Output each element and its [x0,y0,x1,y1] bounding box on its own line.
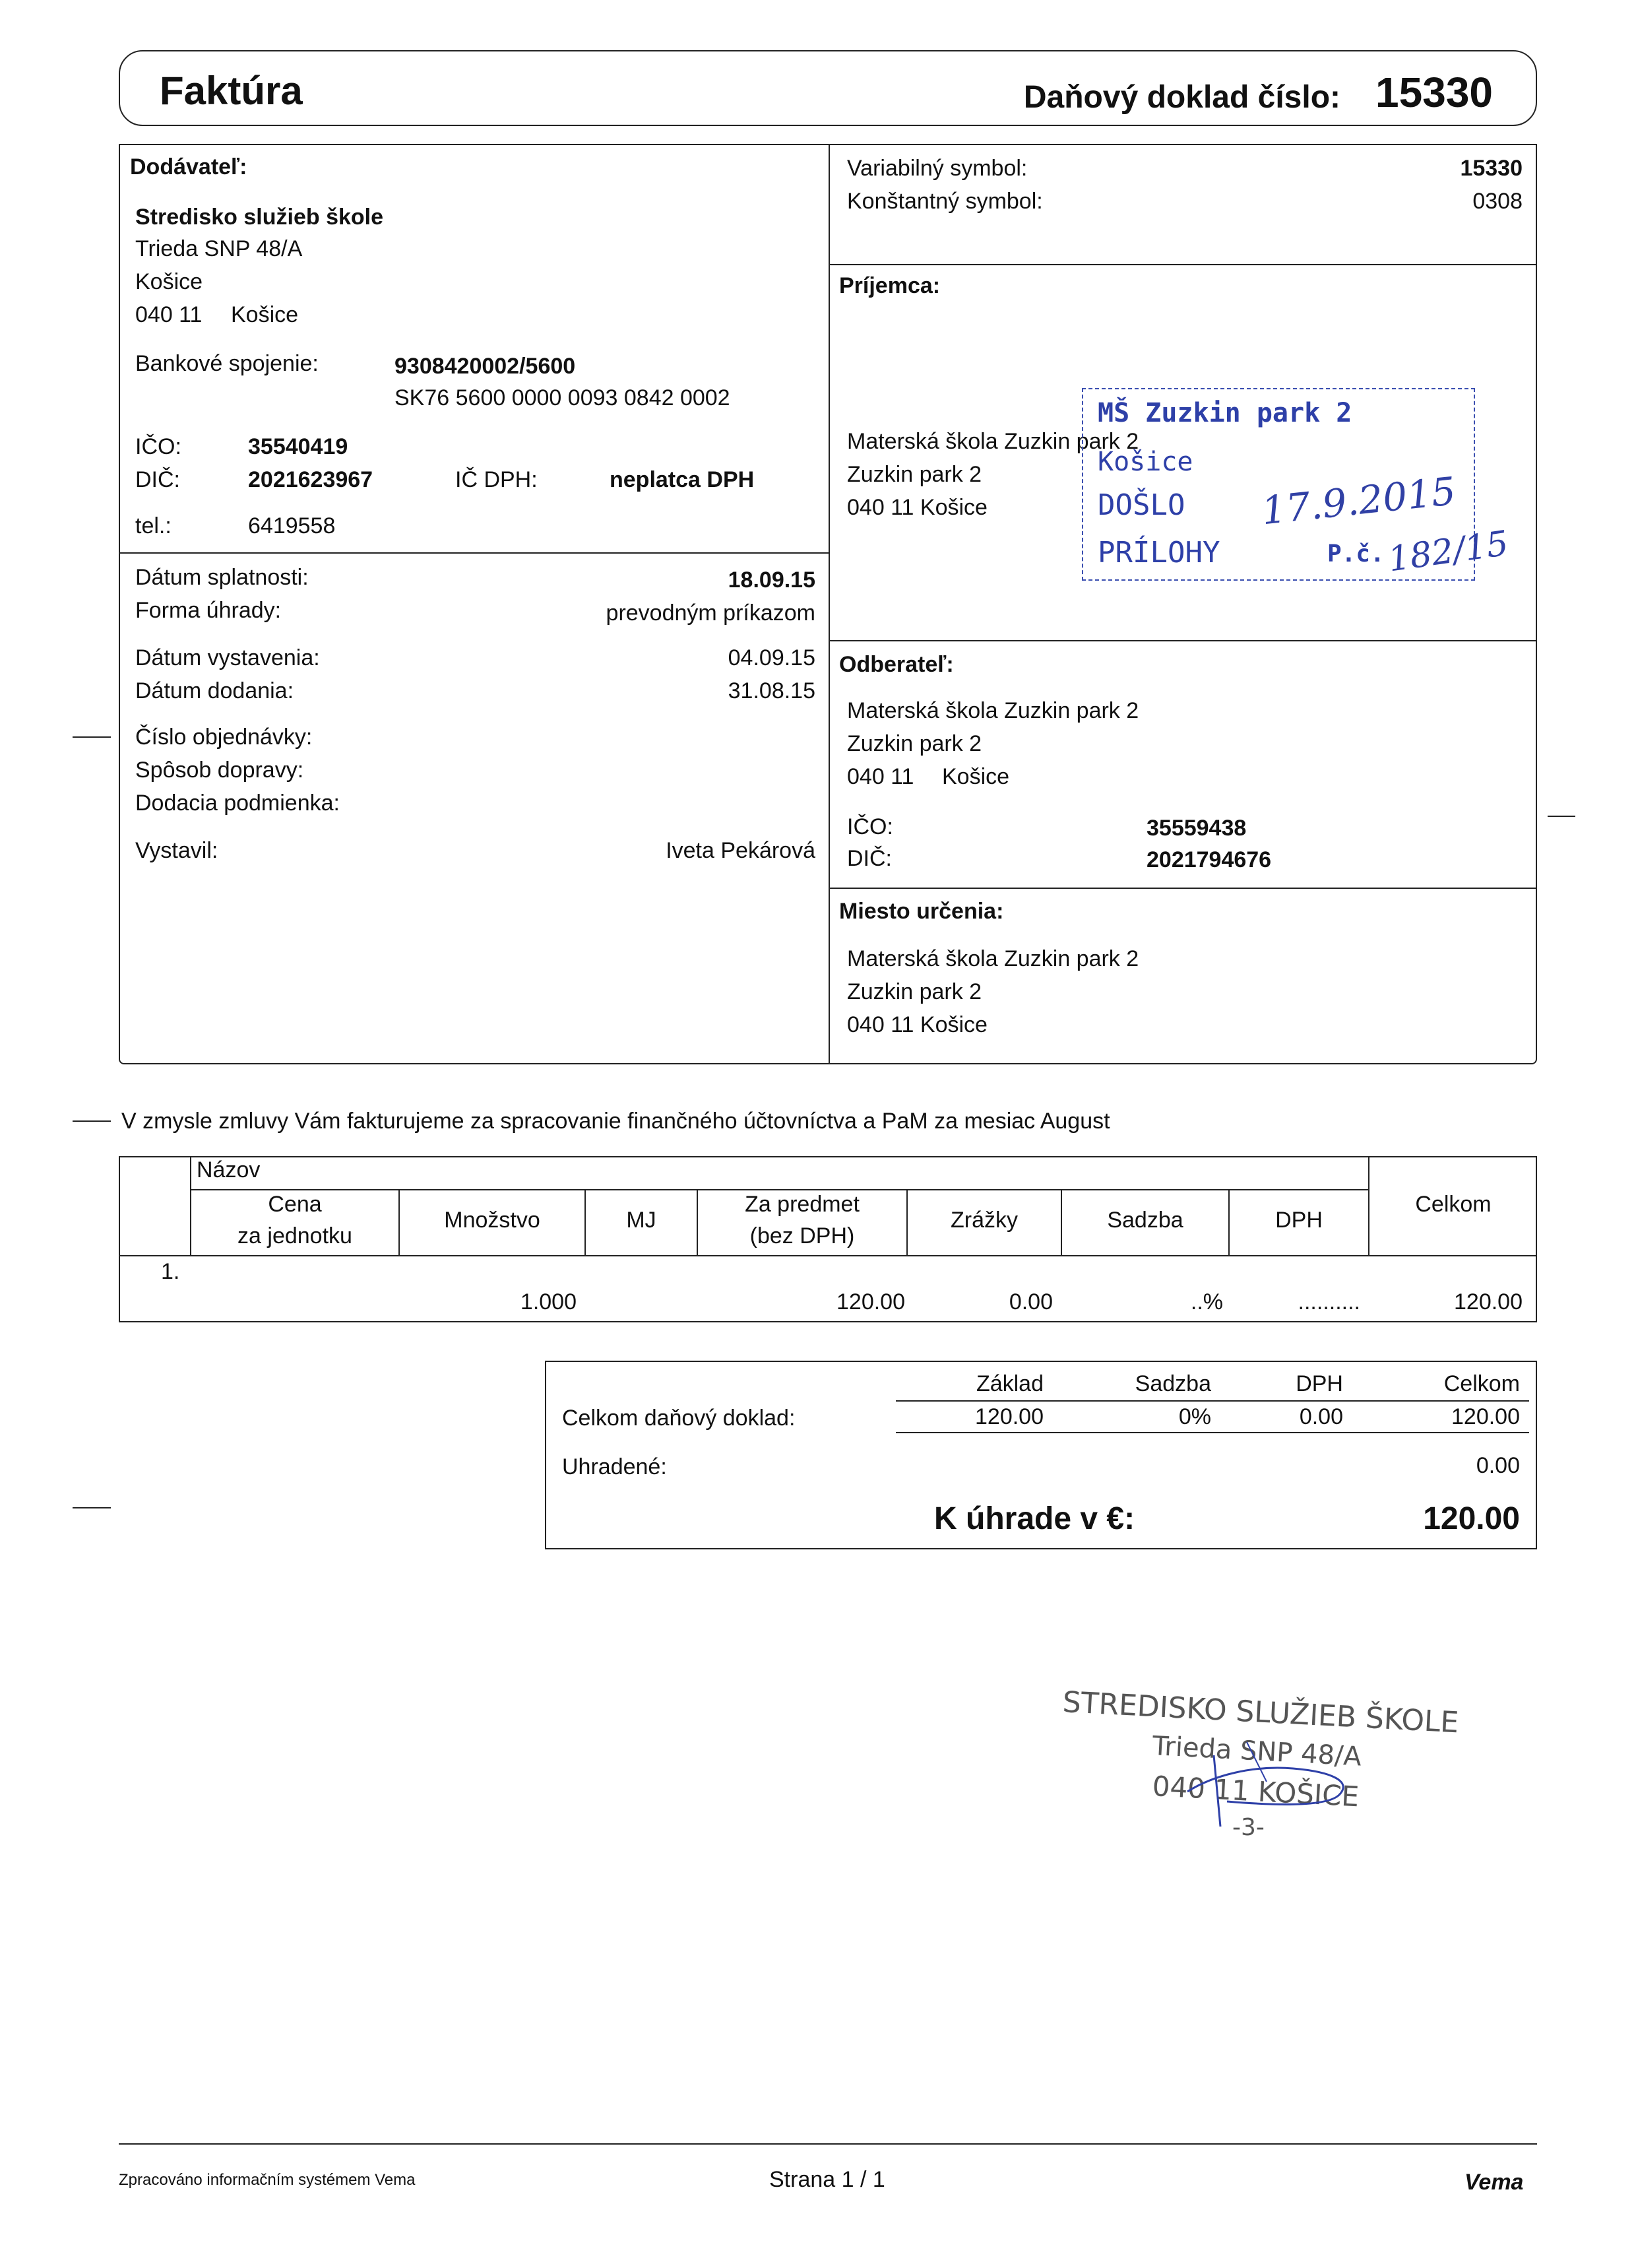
col-unit: MJ [626,1208,656,1233]
summary-head-total: Celkom [1443,1371,1520,1396]
supplier-name: Stredisko služieb škole [135,205,384,230]
variable-symbol-label: Variabilný symbol: [847,156,1028,181]
issue-date-label: Dátum vystavenia: [135,645,320,670]
amount-due-label: K úhrade v €: [934,1501,1135,1536]
amount-due: 120.00 [1423,1501,1520,1536]
variable-symbol: 15330 [1460,156,1523,181]
recipient-line1: Materská škola Zuzkin park 2 [847,429,1139,454]
col-unit-price-line2: za jednotku [237,1223,352,1248]
supplier-zip: 040 11 [135,302,203,327]
doc-number-label: Daňový doklad číslo: [1023,80,1340,115]
margin-mark [73,1120,111,1122]
paid-amount: 0.00 [1476,1453,1520,1478]
row-deductions: 0.00 [1009,1289,1053,1314]
payment-method: prevodným príkazom [606,600,815,626]
paid-label: Uhradené: [562,1454,667,1479]
delivery-date-label: Dátum dodania: [135,678,294,703]
col-vat: DPH [1275,1208,1323,1233]
recipient-line2: Zuzkin park 2 [847,462,982,487]
summary-rate: 0% [1178,1404,1211,1429]
supplier-ico-label: IČO: [135,434,181,459]
row-rate: ..% [1190,1289,1223,1314]
margin-mark [73,736,111,738]
margin-mark [73,1507,111,1508]
company-stamp-line3: 040 11 KOŠICE [1151,1770,1360,1813]
stamp-line4: PRÍLOHY [1098,536,1220,569]
row-total: 120.00 [1454,1289,1523,1314]
transport-label: Spôsob dopravy: [135,758,304,783]
col-total: Celkom [1415,1192,1492,1217]
grid-divider-supplier [119,552,830,554]
supplier-icdph: neplatca DPH [610,467,755,492]
supplier-tel: 6419558 [248,513,336,538]
page-number: Strana 1 / 1 [769,2167,885,2192]
supplier-tel-label: tel.: [135,513,172,538]
summary-total: 120.00 [1451,1404,1520,1429]
invoice-title: Faktúra [160,69,303,113]
buyer-dic-label: DIČ: [847,846,892,871]
recipient-heading: Príjemca: [839,273,941,298]
supplier-dic-label: DIČ: [135,467,180,492]
summary-total-label: Celkom daňový doklad: [562,1406,796,1431]
destination-heading: Miesto určenia: [839,899,1004,924]
col-quantity: Množstvo [444,1208,540,1233]
row-vat: .......... [1298,1289,1360,1314]
constant-symbol: 0308 [1472,189,1523,214]
supplier-city: Košice [135,269,203,294]
row-subject: 120.00 [836,1289,905,1314]
stamp-number-handwritten: 182/15 [1385,523,1511,580]
buyer-dic: 2021794676 [1147,847,1272,872]
grid-divider-recipient [829,640,1537,641]
delivery-date: 31.08.15 [728,678,815,703]
grid-divider-buyer [829,888,1537,889]
summary-row-underline [896,1432,1529,1433]
vema-logo: Vema [1464,2170,1524,2195]
company-stamp-line1: STREDISKO SLUŽIEB ŠKOLE [1061,1685,1460,1740]
supplier-street: Trieda SNP 48/A [135,236,303,261]
summary-head-base: Základ [976,1371,1044,1396]
due-date-label: Dátum splatnosti: [135,565,309,590]
buyer-line1: Materská škola Zuzkin park 2 [847,698,1139,723]
company-stamp-line4: -3- [1232,1814,1265,1841]
supplier-heading: Dodávateľ: [130,154,247,179]
destination-line3: 040 11 Košice [847,1012,988,1037]
due-date: 18.09.15 [728,567,815,593]
signature-scribble [1174,1729,1372,1828]
stamp-line3: DOŠLO [1098,488,1185,522]
destination-line2: Zuzkin park 2 [847,979,982,1004]
stamp-line2: Košice [1098,447,1193,477]
buyer-line2: Zuzkin park 2 [847,731,982,756]
col-subject-line2: (bez DPH) [749,1223,855,1248]
stamp-pc-label: P.č. [1327,540,1385,567]
company-stamp-line2: Trieda SNP 48/A [1151,1731,1362,1772]
stamp-date-handwritten: 17.9.2015 [1259,468,1458,534]
delivery-terms-label: Dodacia podmienka: [135,791,340,816]
buyer-ico: 35559438 [1147,816,1247,841]
info-grid [119,144,1537,1064]
summary-head-rate: Sadzba [1135,1371,1211,1396]
buyer-heading: Odberateľ: [839,652,954,677]
doc-number: 15330 [1375,69,1493,116]
items-header-divider [190,1189,1369,1190]
issue-date: 04.09.15 [728,645,815,670]
items-body-divider [119,1255,1537,1256]
bank-account: 9308420002/5600 [394,354,576,379]
supplier-ico: 35540419 [248,434,348,459]
supplier-dic: 2021623967 [248,467,373,492]
col-subject-line1: Za predmet [745,1192,860,1217]
summary-base: 120.00 [975,1404,1044,1429]
payment-label: Forma úhrady: [135,598,282,623]
footer-rule [119,2143,1537,2145]
col-deductions: Zrážky [951,1208,1018,1233]
stamp-line1: MŠ Zuzkin park 2 [1098,398,1352,428]
summary-vat: 0.00 [1299,1404,1343,1429]
iban: SK76 5600 0000 0093 0842 0002 [394,385,730,410]
recipient-line3: 040 11 Košice [847,495,988,520]
issuer-name: Iveta Pekárová [666,838,815,863]
buyer-ico-label: IČO: [847,814,893,839]
bank-label: Bankové spojenie: [135,351,319,376]
constant-symbol-label: Konštantný symbol: [847,189,1043,214]
col-name: Názov [197,1157,261,1183]
grid-vertical-divider [829,144,830,1064]
supplier-zip-city: Košice [231,302,299,327]
summary-head-underline [896,1400,1529,1402]
col-rate: Sadzba [1107,1208,1183,1233]
buyer-zip: 040 11 [847,764,914,789]
destination-line1: Materská škola Zuzkin park 2 [847,946,1139,971]
issuer-label: Vystavil: [135,838,218,863]
invoice-description: V zmysle zmluvy Vám fakturujeme za spracovanie finančného účtovníctva a PaM za mesiac August [121,1109,1110,1134]
grid-divider-symbols [829,264,1537,265]
supplier-icdph-label: IČ DPH: [455,467,538,492]
footer-system: Zpracováno informačním systémem Vema [119,2171,416,2189]
row-number: 1. [161,1259,180,1284]
col-unit-price-line1: Cena [268,1192,322,1217]
margin-mark [1548,816,1575,817]
row-quantity: 1.000 [520,1289,577,1314]
buyer-city: Košice [942,764,1010,789]
order-number-label: Číslo objednávky: [135,725,313,750]
summary-head-vat: DPH [1296,1371,1343,1396]
